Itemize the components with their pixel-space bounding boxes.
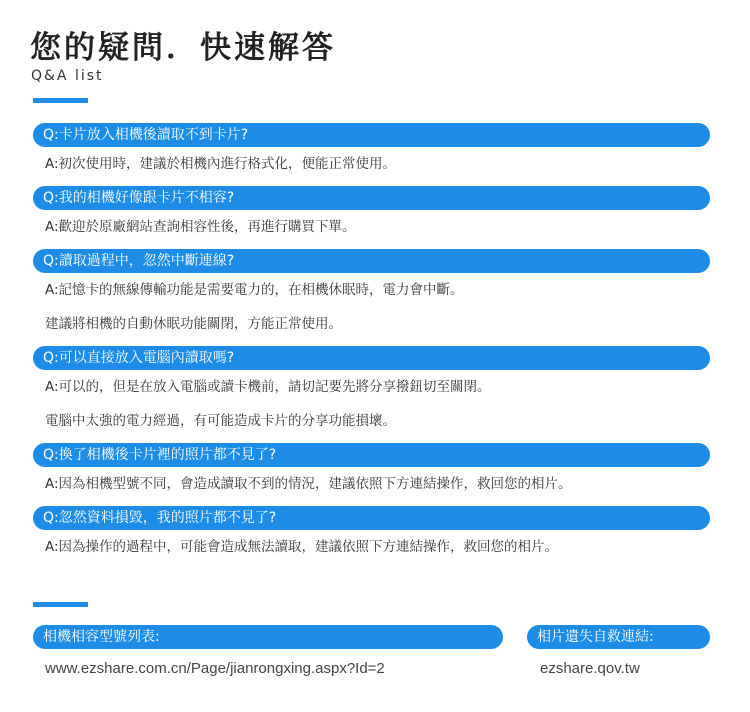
- rescue-link-label: 相片遺失自救連結:: [527, 625, 710, 649]
- question-bar: Q:忽然資料損毀，我的照片都不見了?: [33, 506, 710, 530]
- question-bar: Q:卡片放入相機後讀取不到卡片?: [33, 123, 710, 147]
- answer-text: A:初次使用時，建議於相機內進行格式化，便能正常使用。: [45, 156, 397, 172]
- compat-list-label: 相機相容型號列表:: [33, 625, 503, 649]
- question-bar: Q:我的相機好像跟卡片不相容?: [33, 186, 710, 210]
- rescue-link[interactable]: ezshare.qov.tw: [540, 660, 640, 677]
- accent-rule-bottom: [33, 602, 88, 607]
- question-bar: Q:讀取過程中，忽然中斷連線?: [33, 249, 710, 273]
- answer-text: A:因為操作的過程中，可能會造成無法讀取，建議依照下方連結操作，救回您的相片。: [45, 539, 559, 555]
- qa-item: [33, 186, 710, 244]
- answer-text: A:因為相機型號不同，會造成讀取不到的情況，建議依照下方連結操作，救回您的相片。: [45, 476, 572, 492]
- qa-item: [33, 346, 710, 438]
- page-title: 您的疑問．快速解答: [30, 30, 336, 66]
- qa-item: [33, 123, 710, 181]
- qa-item: [33, 249, 710, 341]
- answer-text: A:歡迎於原廠網站查詢相容性後，再進行購買下單。: [45, 219, 356, 235]
- question-bar: Q:換了相機後卡片裡的照片都不見了?: [33, 443, 710, 467]
- qa-item: [33, 443, 710, 501]
- compat-list-link[interactable]: www.ezshare.com.cn/Page/jianrongxing.aspx?Id=2: [45, 660, 385, 677]
- answer-text: A:記憶卡的無線傳輸功能是需要電力的，在相機休眠時，電力會中斷。: [45, 282, 464, 298]
- answer-text: A:可以的，但是在放入電腦或讀卡機前，請切記要先將分享撥鈕切至關閉。: [45, 379, 491, 395]
- answer-text: 建議將相機的自動休眠功能關閉，方能正常使用。: [45, 316, 342, 332]
- qa-item: [33, 506, 710, 564]
- question-bar: Q:可以直接放入電腦內讀取嗎?: [33, 346, 710, 370]
- answer-text: 電腦中太強的電力經過，有可能造成卡片的分享功能損壞。: [45, 413, 396, 429]
- page-subtitle: Q&A list: [31, 68, 104, 84]
- qa-list: [33, 123, 710, 564]
- accent-rule-top: [33, 98, 88, 103]
